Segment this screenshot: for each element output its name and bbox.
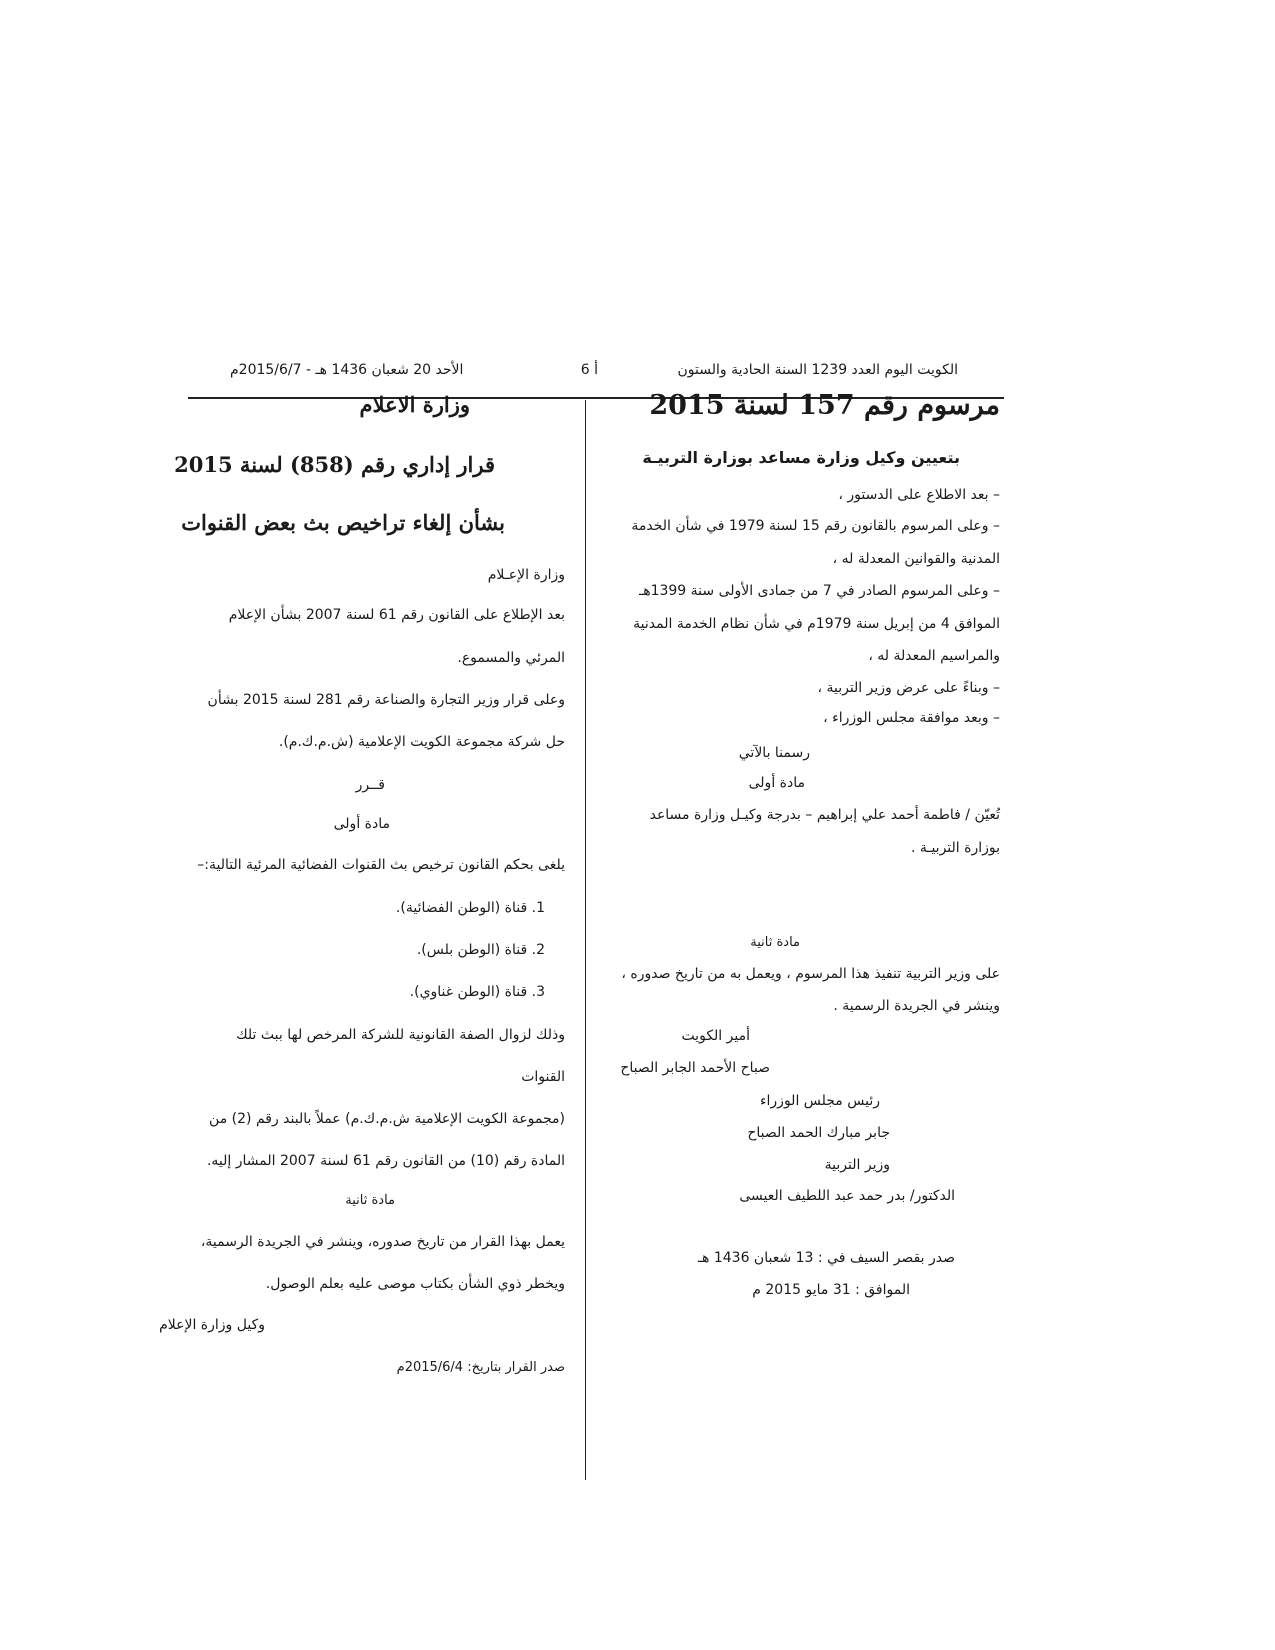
decree-decreed: رسمنا بالآتي — [738, 745, 810, 761]
decree-issued-date: صدر بقصر السيف في : 13 شعبان 1436 هـ — [697, 1250, 955, 1266]
decree-article1-line1: تُعيّن / فاطمة أحمد علي إبراهيم – بدرجة وكيـل وزارة مساعد — [649, 807, 1000, 823]
page-header — [230, 362, 958, 386]
decree-subject: بتعيين وكيل وزارة مساعد بوزارة التربيـة — [642, 448, 960, 467]
emir-title: أمير الكويت — [681, 1028, 750, 1044]
decree-preamble-8: – وبعد موافقة مجلس الوزراء ، — [823, 710, 1000, 726]
resolution-line-b2: القنوات — [521, 1069, 565, 1085]
resolution-issuer: وزارة الإعـلام — [487, 567, 565, 583]
resolution-subject: بشأن إلغاء تراخيص بث بعض القنوات — [181, 510, 505, 535]
pm-title: رئيس مجلس الوزراء — [759, 1093, 880, 1109]
decree-title: مرسوم رقم 157 لسنة 2015 — [649, 390, 1000, 421]
pm-name: جابر مبارك الحمد الصباح — [747, 1125, 890, 1141]
resolution-line-b3: (مجموعة الكويت الإعلامية ش.م.ك.م) عملاً بالبند رقم (2) من — [209, 1111, 565, 1127]
decree-article2-line1: على وزير التربية تنفيذ هذا المرسوم ، ويعمل به من تاريخ صدوره ، — [621, 966, 1000, 982]
decree-preamble-4: – وعلى المرسوم الصادر في 7 من جمادى الأولى سنة 1399هـ — [639, 583, 1000, 599]
decree-preamble-6: والمراسيم المعدلة له ، — [868, 648, 1000, 664]
emir-name: صباح الأحمد الجابر الصباح — [620, 1060, 770, 1076]
column-divider — [585, 400, 586, 1480]
header-page-number: أ 6 — [580, 362, 598, 378]
decree-preamble-2: – وعلى المرسوم بالقانون رقم 15 لسنة 1979 في شأن الخدمة — [631, 518, 1000, 534]
resolution-line-a2: المرئي والمسموع. — [457, 650, 565, 666]
header-date: الأحد 20 شعبان 1436 هـ - 2015/6/7م — [230, 362, 464, 378]
resolution-line-a4: حل شركة مجموعة الكويت الإعلامية (ش.م.ك.م). — [278, 734, 565, 750]
minister-name: الدكتور/ بدر حمد عبد اللطيف العيسى — [739, 1188, 955, 1204]
channel-item-2: 2. قناة (الوطن بلس). — [416, 942, 545, 958]
decree-issued-corresponding: الموافق : 31 مايو 2015 م — [752, 1282, 910, 1298]
resolution-decides: قــرر — [355, 777, 385, 793]
resolution-ministry: وزارة الاعلام — [359, 392, 470, 417]
decree-article2-line2: وينشر في الجريدة الرسمية . — [833, 998, 1000, 1014]
resolution-line-a1: بعد الإطلاع على القانون رقم 61 لسنة 2007 بشأن الإعلام — [228, 607, 565, 623]
decree-article1-title: مادة أولى — [748, 775, 805, 791]
resolution-issued-date: صدر القرار بتاريخ: 2015/6/4م — [396, 1360, 565, 1375]
channel-item-1: 1. قناة (الوطن الفضائية). — [395, 900, 545, 916]
resolution-line-a3: وعلى قرار وزير التجارة والصناعة رقم 281 لسنة 2015 بشأن — [207, 692, 565, 708]
resolution-line-b4: المادة رقم (10) من القانون رقم 61 لسنة 2007 المشار إليه. — [206, 1153, 565, 1169]
resolution-article1-title: مادة أولى — [333, 816, 390, 832]
decree-preamble-5: الموافق 4 من إبريل سنة 1979م في شأن نظام الخدمة المدنية — [633, 616, 1000, 632]
resolution-article2-title: مادة ثانية — [345, 1193, 395, 1208]
resolution-line-c2: ويخطر ذوي الشأن بكتاب موصى عليه بعلم الوصول. — [265, 1276, 565, 1292]
resolution-line-c1: يعمل بهذا القرار من تاريخ صدوره، وينشر في الجريدة الرسمية، — [200, 1234, 565, 1250]
resolution-article1-intro: يلغى بحكم القانون ترخيص بث القنوات الفضائية المرئية التالية:– — [197, 857, 565, 873]
header-issue-info: الكويت اليوم العدد 1239 السنة الحادية والستون — [677, 362, 958, 378]
resolution-line-b1: وذلك لزوال الصفة القانونية للشركة المرخص لها ببث تلك — [236, 1027, 565, 1043]
decree-preamble-3: المدنية والقوانين المعدلة له ، — [832, 551, 1000, 567]
decree-article1-line2: بوزارة التربيـة . — [910, 840, 1000, 856]
decree-preamble-1: – بعد الاطلاع على الدستور ، — [838, 487, 1000, 503]
channel-item-3: 3. قناة (الوطن غناوي). — [409, 984, 545, 1000]
decree-article2-title: مادة ثانية — [750, 935, 800, 950]
minister-title: وزير التربية — [824, 1157, 890, 1173]
decree-preamble-7: – وبناءً على عرض وزير التربية ، — [817, 680, 1000, 696]
resolution-signatory: وكيل وزارة الإعلام — [159, 1317, 265, 1333]
resolution-title: قرار إداري رقم (858) لسنة 2015 — [174, 452, 495, 477]
